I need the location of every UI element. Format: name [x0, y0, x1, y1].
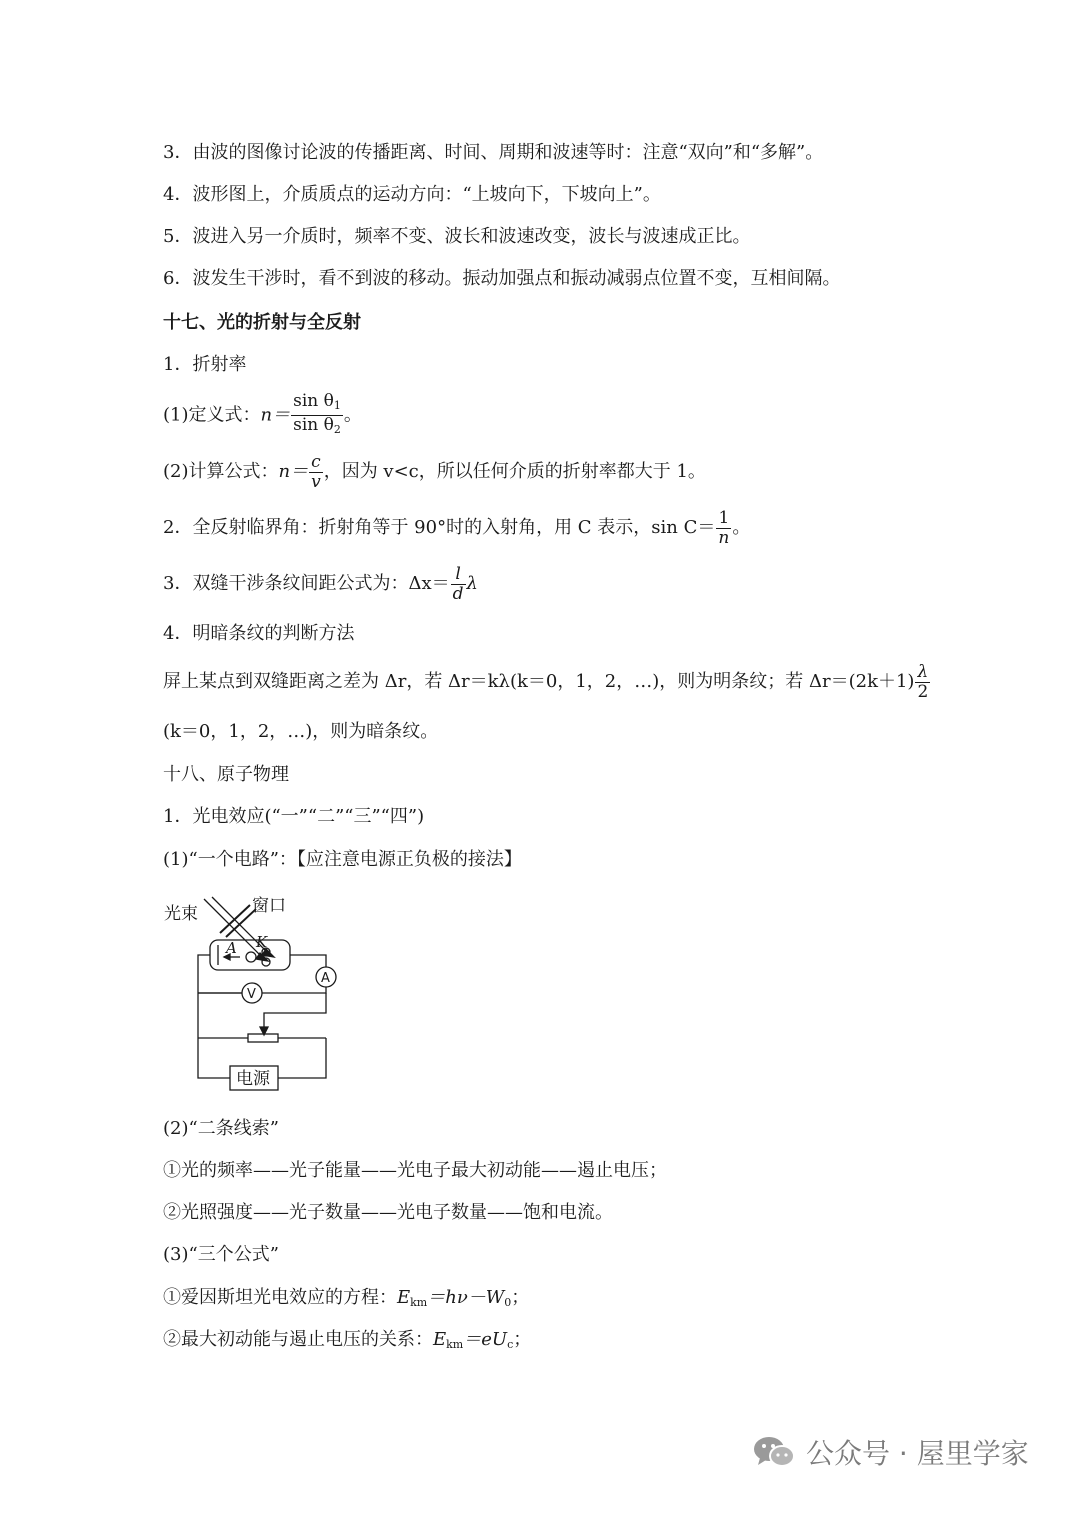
critical-angle: 2．全反射临界角：折射角等于 90°时的入射角，用 C 表示，sin C＝ $\frac{1}{n}$ 。 — [163, 507, 751, 548]
refraction-definition: (1)定义式：n＝ $\frac{\sin \theta_1}{\sin \theta_2}$ 。 — [163, 392, 362, 439]
watermark — [752, 1432, 1029, 1472]
rheostat-symbol — [248, 1034, 278, 1042]
beam-label: 光束 — [164, 904, 198, 924]
watermark-text: 公众号 · 屋里学家 — [806, 1437, 1029, 1470]
left-wire — [198, 955, 230, 1078]
fringe-method-heading: 4．明暗条纹的判断方法 — [163, 623, 355, 644]
window-label: 窗口 — [252, 896, 286, 916]
refraction-definition-label: (1)定义式： — [163, 404, 261, 426]
wave-point-4: 4．波形图上，介质质点的运动方向：“上坡向下，下坡向上”。 — [163, 184, 661, 205]
source-label: 电源 — [236, 1069, 270, 1089]
refraction-calc: (2)计算公式：n＝ $\frac{c}{v}$ ，因为 v<c，所以任何介质的折射率都大于 1。 — [163, 451, 706, 492]
n-def-fraction: $\frac{\sin \theta_1}{\sin \theta_2}$ — [291, 392, 343, 439]
photoelectric-circuit-diagram — [160, 895, 340, 1095]
half-lambda-fraction: $\frac{\lambda}{2}$ — [917, 661, 929, 702]
bottom-right-wire — [278, 1038, 326, 1078]
stopping-voltage-relation: ②最大初动能与遏止电压的关系：$E_{km}=eU_c$； — [163, 1329, 532, 1351]
fringe-condition: 屏上某点到双缝距离之差为 Δr，若 Δr＝kλ(k＝0，1，2，…)，则为明条纹；若 Δr＝(2k＋1) $\frac{\lambda}{2}$ — [163, 661, 929, 702]
n-def-lhs: n＝ — [260, 404, 291, 426]
section-heading-17: 十七、光的折射与全反射 — [163, 312, 361, 333]
ammeter-label: A — [321, 971, 330, 986]
section-heading-18: 十八、原子物理 — [163, 764, 289, 785]
double-slit-formula: 3．双缝干涉条纹间距公式为：Δx＝ $\frac{l}{d}$ λ — [163, 563, 478, 604]
clue-frequency: ①光的频率——光子能量——光电子最大初动能——遏止电压； — [163, 1160, 667, 1181]
dx-fraction: $\frac{l}{d}$ — [452, 563, 464, 604]
two-clues-heading: (2)“二条线索” — [163, 1118, 279, 1139]
photoelectric-heading: 1．光电效应(“一”“二”“三”“四”) — [163, 806, 425, 827]
wechat-icon — [752, 1434, 796, 1470]
refraction-index-heading: 1．折射率 — [163, 354, 247, 375]
right-wire — [290, 955, 326, 967]
dark-fringe-condition: (k＝0，1，2，…)，则为暗条纹。 — [163, 721, 439, 742]
one-circuit: (1)“一个电路”：【应注意电源正负极的接法】 — [163, 849, 522, 870]
anode-label: A — [226, 939, 237, 957]
wave-point-6: 6．波发生干涉时，看不到波的移动。振动加强点和振动减弱点位置不变，互相间隔。 — [163, 268, 841, 289]
sinC-fraction: $\frac{1}{n}$ — [718, 507, 730, 548]
n-calc-fraction: $\frac{c}{v}$ — [311, 451, 321, 492]
voltmeter-label: V — [247, 987, 256, 1002]
einstein-equation: ①爱因斯坦光电效应的方程：$E_{km}=h\nu-W_0$； — [163, 1287, 530, 1309]
clue-intensity: ②光照强度——光子数量——光电子数量——饱和电流。 — [163, 1202, 613, 1223]
three-formulas-heading: (3)“三个公式” — [163, 1244, 279, 1265]
cathode-label: K — [256, 933, 268, 951]
wave-point-3: 3．由波的图像讨论波的传播距离、时间、周期和波速等时：注意“双向”和“多解”。 — [163, 142, 824, 163]
wave-point-5: 5．波进入另一介质时，频率不变、波长和波速改变，波长与波速成正比。 — [163, 226, 751, 247]
